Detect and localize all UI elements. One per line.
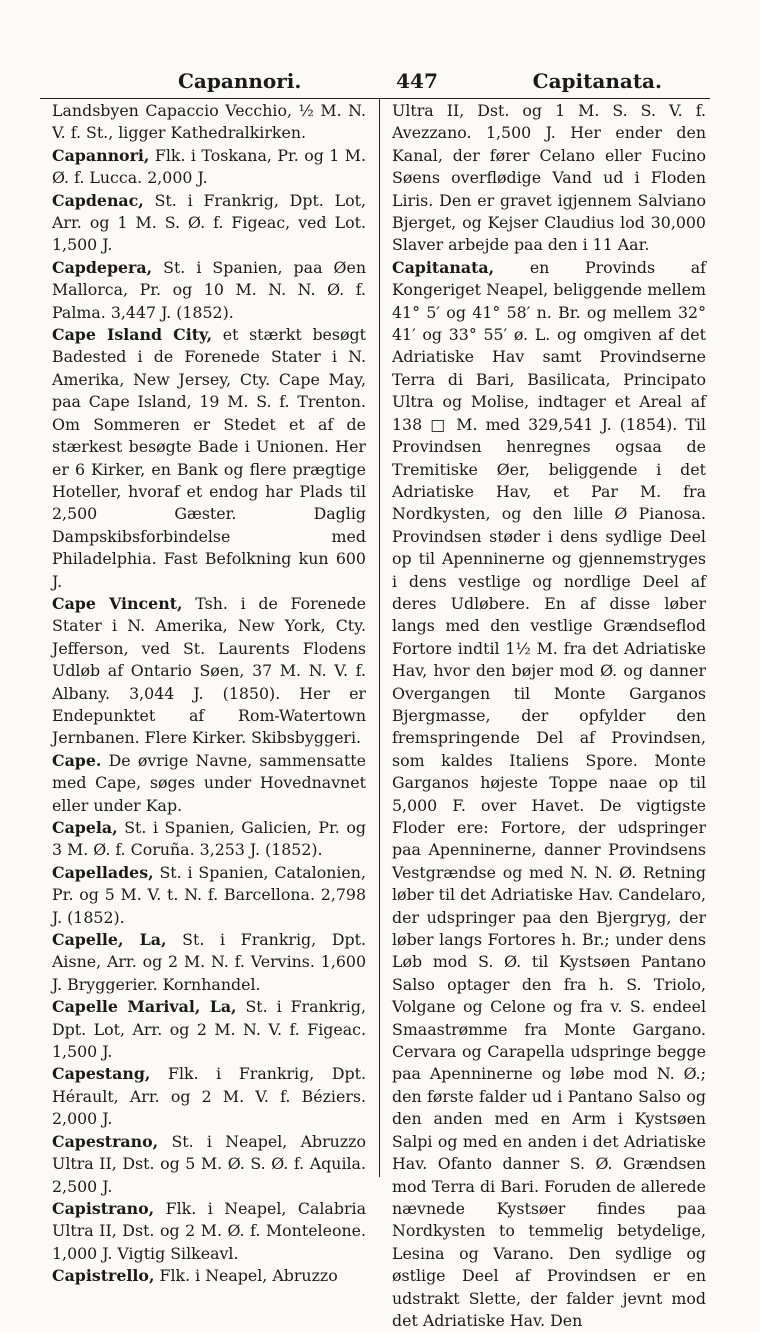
- entry-text: Flk. i Toskana, Pr. og 1 M. Ø. f. Lucca. 2,000 J.: [52, 145, 366, 188]
- entry: [392, 100, 706, 257]
- entry: [52, 1131, 366, 1198]
- headword: Cape.: [52, 750, 102, 770]
- entry-text: Landsbyen Capaccio Vecchio, ½ M. N. V. f. St., ligger Kathedralkirken.: [52, 101, 366, 143]
- entry: [52, 996, 366, 1063]
- headword: Cape Island City,: [52, 325, 213, 345]
- entry-text: Tsh. i de Forenede Stater i N. Amerika, New York, Cty. Jefferson, ved St. Laurents Flodens Udløb af Ontario Søen, 37 M. N. V. f. Albany. 3,044 J. (1850). Her er Endepunktet af Rom-Watertown Jernbanen. Flere Kirker. Skibsbyggeri.: [52, 593, 366, 748]
- entry-text: St. i Frankrig, Dpt. Aisne, Arr. og 2 M. N. f. Vervins. 1,600 J. Bryggerier. Kornhandel.: [52, 930, 366, 994]
- entry: [52, 1198, 366, 1265]
- entry-text: St. i Spanien, Catalonien, Pr. og 5 M. V. t. N. f. Barcellona. 2,798 J. (1852).: [52, 862, 366, 927]
- headword: Capdenac,: [52, 190, 144, 210]
- entry-text: Flk. i Neapel, Abruzzo: [159, 1266, 338, 1286]
- headword: Capestang,: [52, 1064, 151, 1084]
- entry: [52, 862, 366, 929]
- header-rule: [40, 98, 710, 99]
- entry: [52, 190, 366, 257]
- entry-text: St. i Frankrig, Dpt. Lot, Arr. og 1 M. S. Ø. f. Figeac, ved Lot. 1,500 J.: [52, 190, 366, 255]
- entry: [52, 100, 366, 145]
- headword: Capela,: [52, 818, 118, 837]
- entry-text: De øvrige Navne, sammensatte med Cape, søges under Hovednavnet eller under Kap.: [52, 750, 366, 815]
- headword: Capannori,: [52, 145, 150, 165]
- entry-text: Flk. i Frankrig, Dpt. Hérault, Arr. og 2 M. V. f. Béziers. 2,000 J.: [52, 1064, 366, 1129]
- running-header: [40, 64, 720, 98]
- headword: Cape Vincent,: [52, 593, 183, 613]
- headword: Capelle Marival, La,: [52, 997, 237, 1017]
- column-divider: [379, 99, 380, 1177]
- page-number: 447: [396, 69, 438, 93]
- entry-text: Flk. i Neapel, Calabria Ultra II, Dst. og 2 M. Ø. f. Monteleone. 1,000 J. Vigtig Silkeavl.: [52, 1198, 366, 1263]
- entry: [52, 1063, 366, 1130]
- entry: [52, 1265, 366, 1287]
- headword: Capelle, La,: [52, 930, 167, 950]
- entry-text: St. i Frankrig, Dpt. Lot, Arr. og 2 M. N. V. f. Figeac. 1,500 J.: [52, 997, 366, 1062]
- entry: [52, 750, 366, 817]
- header-right-catchword: Capitanata.: [532, 69, 662, 93]
- left-column: [52, 100, 370, 1286]
- headword: Capistrano,: [52, 1198, 155, 1218]
- header-left-catchword: Capannori.: [178, 69, 302, 93]
- entry-text: en Provinds af Kongeriget Neapel, beliggende mellem 41° 5′ og 41° 58′ n. Br. og mellem 32° 41′ og 33° 55′ ø. L. og omgiven af det Adriatiske Hav samt Provindserne Terra di Bari, Basilicata, Principato Ultra og Molise, indtager et Areal af 138 □ M. med 329,541 J. (1854). Til Provindsen henregnes ogsaa de Tremitiske Øer, beliggende i det Adriatiske Hav, et Par M. fra Nordkysten, og den lille Ø Pianosa. Provindsen støder i dens sydlige Deel op til Apenninerne og gjennemstryges i dens vestlige og nordlige Deel af deres Udløbere. En af disse løber langs med den vestlige Grændseflod Fortore indtil 1½ M. fra det Adriatiske Hav, hvor den bøjer mod Ø. og danner Overgangen til Monte Garganos Bjergmasse, der opfylder den fremspringende Del af Provindsen, som kaldes Italiens Spore. Monte Garganos højeste Toppe naae op til 5,000 F. over Havet. De vigtigste Floder ere: Fortore, der udspringer paa Apenninerne, danner Provindsens Vestgrændse og med N. N. Ø. Retning løber til det Adriatiske Hav. Candelaro, der udspringer paa den Bjergryg, der løber langs Fortores h. Br.; under dens Løb mod S. Ø. til Kystsøen Pantano Salso optager den fra h. S. Triolo, Volgane og Celone og fra v. S. endeel Smaastrømme fra Monte Gargano. Cervara og Carapella udspringe begge paa Apenninerne og løbe mod N. Ø.; den første falder ud i Pantano Salso og den anden med en Arm i Kystsøen Salpi og med en anden i det Adriatiske Hav. Ofanto danner S. Ø. Grændsen mod Terra di Bari. Foruden de allerede nævnede Kystsøer findes paa Nordkysten to temmelig betydelige, Lesina og Varano. Den sydlige og østlige Deel af Provindsen er en udstrakt Slette, der falder jevnt mod det Adriatiske Hav. Den: [392, 257, 706, 1330]
- entry-text: St. i Spanien, Galicien, Pr. og 3 M. Ø. f. Coruña. 3,253 J. (1852).: [52, 818, 366, 860]
- entry: [52, 257, 366, 324]
- entry-text: Ultra II, Dst. og 1 M. S. S. V. f. Avezzano. 1,500 J. Her ender den Kanal, der fører Celano eller Fucino Søens overflødige Vand ud i Floden Liris. Den er gravet igjennem Salviano Bjerget, og Kejser Claudius lod 30,000 Slaver arbejde paa den i 11 Aar.: [392, 101, 706, 255]
- right-column: [386, 100, 706, 1330]
- headword: Capestrano,: [52, 1131, 159, 1151]
- entry: [52, 145, 366, 190]
- entry: [52, 324, 366, 593]
- entry-text: St. i Neapel, Abruzzo Ultra II, Dst. og 5 M. Ø. S. Ø. f. Aquila. 2,500 J.: [52, 1131, 366, 1196]
- headword: Capitanata,: [392, 257, 495, 277]
- headword: Capellades,: [52, 862, 154, 882]
- headword: Capdepera,: [52, 257, 153, 277]
- entry: [52, 817, 366, 862]
- entry: [52, 929, 366, 996]
- entry: [52, 593, 366, 750]
- entry-text: St. i Spanien, paa Øen Mallorca, Pr. og 10 M. N. N. Ø. f. Palma. 3,447 J. (1852).: [52, 257, 367, 322]
- entry: [392, 257, 706, 1332]
- entry-text: et stærkt besøgt Badested i de Forenede Stater i N. Amerika, New Jersey, Cty. Cape May, paa Cape Island, 19 M. S. f. Trenton. Om Sommeren er Stedet et af de stærkest besøgte Bade i Unionen. Her er 6 Kirker, en Bank og flere prægtige Hoteller, hvoraf et endog har Plads til 2,500 Gæster. Daglig Dampskibsforbindelse med Philadelphia. Fast Befolkning kun 600 J.: [52, 325, 366, 591]
- headword: Capistrello,: [52, 1266, 155, 1286]
